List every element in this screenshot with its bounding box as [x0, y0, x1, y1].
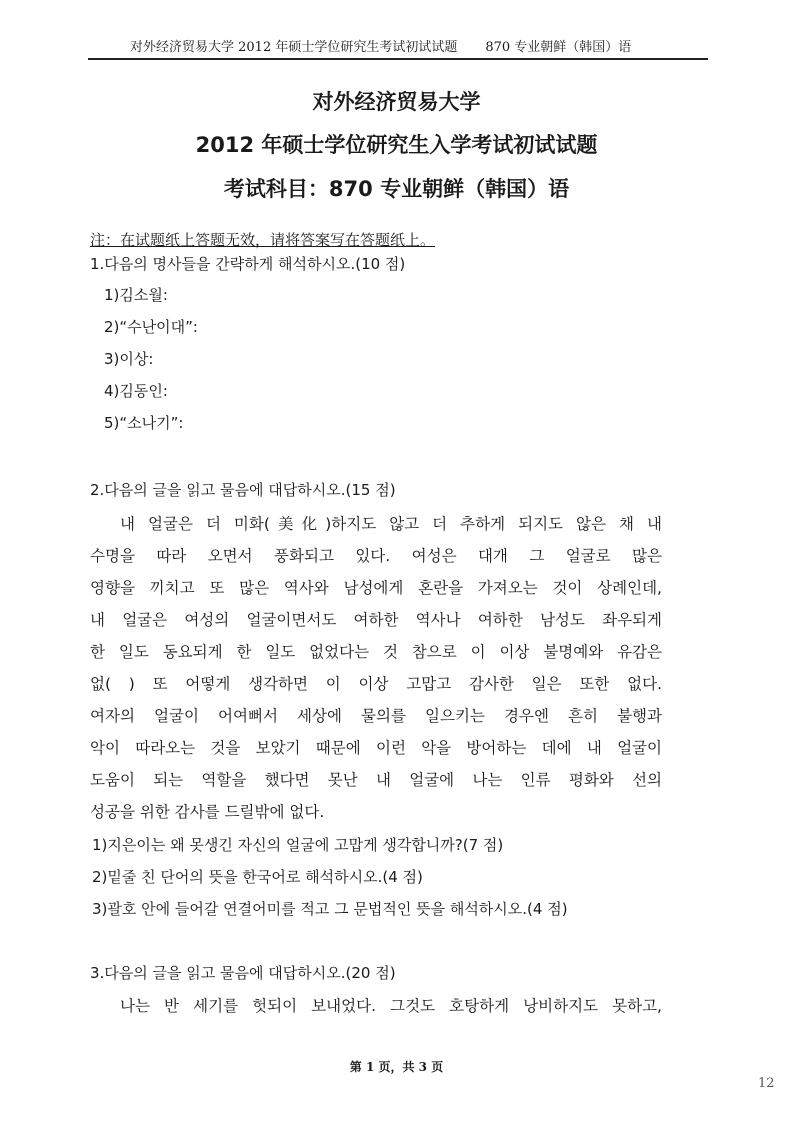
q1-item: 3)이상:	[104, 350, 154, 368]
running-header	[130, 36, 631, 55]
passage-line: 내 얼굴은 더 미화(美化)하지도 않고 더 추하게 되지도 않은 채 내	[120, 515, 662, 533]
header-rule	[88, 58, 708, 60]
passage-line: 영향을 끼치고 또 많은 역사와 남성에게 혼란을 가져오는 것이 상례인데,	[90, 579, 662, 597]
question-1-prompt: 1.다음의 명사들을 간략하게 해석하시오.(10 점)	[90, 255, 406, 273]
page-footer: 第 1 页，共 3 页	[349, 1060, 444, 1074]
subject-title: 考试科目：870 专业朝鲜（韩国）语	[223, 177, 570, 201]
page-number: 12	[758, 1076, 775, 1091]
q1-item: 1)김소월:	[104, 286, 168, 304]
header-right: 870 专业朝鲜（韩国）语	[485, 40, 632, 55]
passage-line: 수명을 따라 오면서 풍화되고 있다. 여성은 대개 그 얼굴로 많은	[90, 547, 662, 565]
passage-line: 내 얼굴은 여성의 얼굴이면서도 여하한 역사나 여하한 남성도 좌우되게	[90, 611, 662, 629]
passage-line: 여자의 얼굴이 어여뻐서 세상에 물의를 일으키는 경우엔 흔히 불행과	[90, 707, 662, 725]
passage-line: 악이 따라오는 것을 보았기 때문에 이런 악을 방어하는 데에 내 얼굴이	[90, 739, 662, 757]
q1-item: 5)“소나기”:	[104, 414, 184, 432]
passage-line: 도움이 되는 역할을 했다면 못난 내 얼굴에 나는 인류 평화와 선의	[90, 771, 662, 789]
instruction-note: 注：在试题纸上答题无效，请将答案写在答题纸上。	[90, 231, 436, 249]
question-3-prompt: 3.다음의 글을 읽고 물음에 대답하시오.(20 점)	[90, 964, 396, 982]
q2-subquestion: 1)지은이는 왜 못생긴 자신의 얼굴에 고맙게 생각합니까?(7 점)	[92, 836, 504, 854]
passage-line: 없( ) 또 어떻게 생각하면 이 이상 고맙고 감사한 일은 또한 없다.	[90, 675, 662, 693]
passage-line: 성공을 위한 감사를 드릴밖에 없다.	[90, 803, 325, 821]
university-title: 对外经济贸易大学	[312, 90, 481, 114]
exam-title: 2012 年硕士学位研究生入学考试初试试题	[195, 133, 598, 157]
q1-item: 4)김동인:	[104, 382, 168, 400]
q2-subquestion: 2)밑줄 친 단어의 뜻을 한국어로 해석하시오.(4 점)	[92, 868, 423, 886]
header-left: 对外经济贸易大学 2012 年硕士学位研究生考试初试试题	[130, 40, 458, 55]
q1-item: 2)“수난이대”:	[104, 318, 198, 336]
question-2-prompt: 2.다음의 글을 읽고 물음에 대답하시오.(15 점)	[90, 481, 396, 499]
q2-subquestion: 3)괄호 안에 들어갈 연결어미를 적고 그 문법적인 뜻을 해석하시오.(4 점)	[92, 900, 568, 918]
passage-line: 나는 반 세기를 헛되이 보내었다. 그것도 호탕하게 낭비하지도 못하고,	[120, 997, 662, 1015]
passage-line: 한 일도 동요되게 한 일도 없었다는 것 참으로 이 이상 불명예와 유감은	[90, 643, 662, 661]
